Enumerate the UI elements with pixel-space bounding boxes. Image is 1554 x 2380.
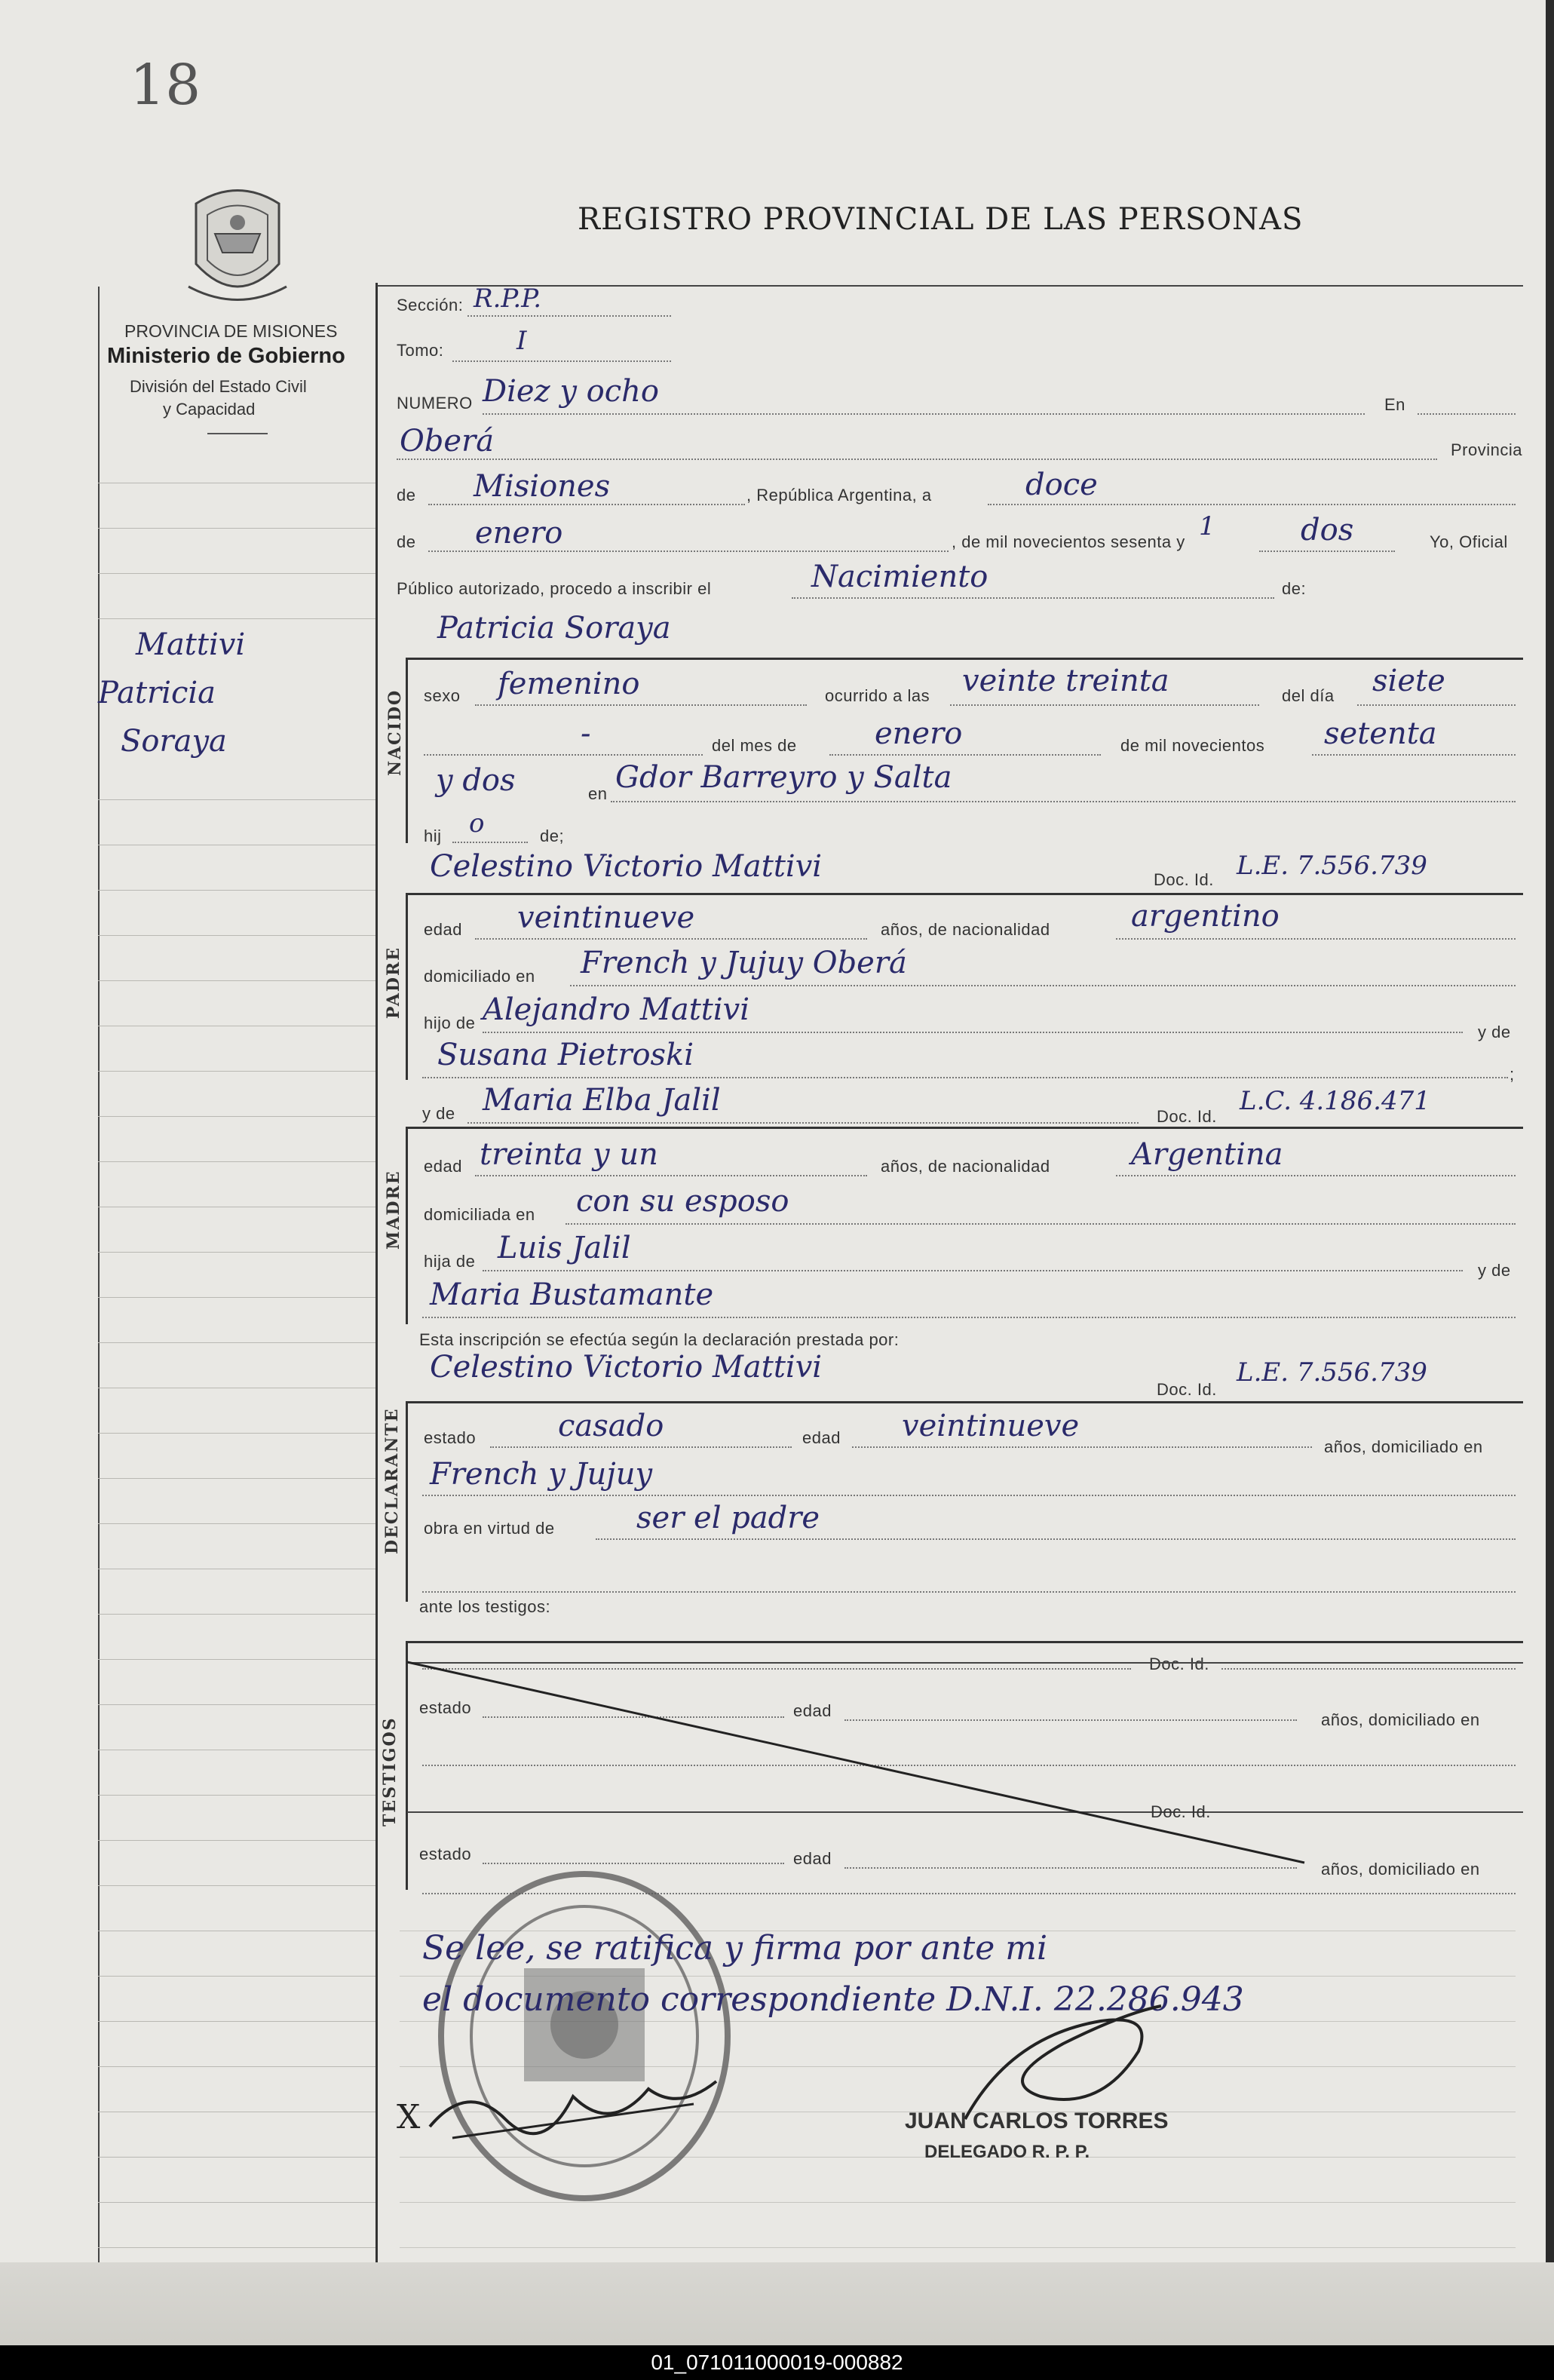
coat-of-arms-icon xyxy=(181,181,294,309)
padre-doc-value: L.E. 7.556.739 xyxy=(1237,851,1427,881)
madre-madre-value: Maria Bustamante xyxy=(430,1277,714,1312)
dia-value: siete xyxy=(1372,664,1445,698)
page-bottom-edge xyxy=(0,2262,1554,2345)
testigo2-dom-label: años, domiciliado en xyxy=(1321,1860,1480,1879)
margin-divider xyxy=(375,283,378,2277)
madre-y-de-label: y de xyxy=(422,1104,455,1123)
nacido-name: Patricia Soraya xyxy=(437,611,671,646)
page-number: 18 xyxy=(130,53,201,118)
testigo2-doc-label: Doc. Id. xyxy=(1151,1802,1211,1821)
madre-y-de-label-2: y de xyxy=(1478,1261,1511,1280)
page-title: REGISTRO PROVINCIAL DE LAS PERSONAS xyxy=(578,202,1304,237)
del-mes-label: del mes de xyxy=(712,736,797,755)
declarant-signature xyxy=(422,2066,724,2149)
tomo-label: Tomo: xyxy=(397,341,444,360)
declarante-name: Celestino Victorio Mattivi xyxy=(430,1350,823,1385)
hora-value: veinte treinta xyxy=(962,664,1169,698)
yo-oficial-label: Yo, Oficial xyxy=(1430,532,1508,551)
lugar-value: Gdor Barreyro y Salta xyxy=(615,760,952,795)
madre-padre-value: Luis Jalil xyxy=(498,1231,631,1265)
padre-doc-label: Doc. Id. xyxy=(1154,870,1214,889)
madre-bracket xyxy=(406,1127,408,1324)
ocurrido-label: ocurrido a las xyxy=(825,686,930,705)
publico-label: Público autorizado, procedo a inscribir el xyxy=(397,579,712,598)
testigos-strike-line xyxy=(407,1659,1312,1870)
nacido-side-label: NACIDO xyxy=(385,689,405,776)
padre-edad-label: edad xyxy=(424,920,462,939)
scan-filename: 01_071011000019-000882 xyxy=(0,2345,1554,2380)
nacido-top-rule xyxy=(407,658,1523,660)
header-underline xyxy=(207,433,268,434)
padre-padre-value: Alejandro Mattivi xyxy=(483,992,750,1027)
padre-y-de-label: y de xyxy=(1478,1023,1511,1041)
padre-bracket xyxy=(406,893,408,1080)
madre-doc-label: Doc. Id. xyxy=(1157,1107,1217,1126)
mil2-label: de mil novecientos xyxy=(1120,736,1265,755)
provincia-value: Misiones xyxy=(474,469,611,504)
inscripcion-label: Esta inscripción se efectúa según la declaración prestada por: xyxy=(419,1330,900,1349)
margin-surname: Mattivi xyxy=(136,627,246,662)
testigo2-edad-label: edad xyxy=(793,1849,832,1868)
declarante-side-label: DECLARANTE xyxy=(382,1407,402,1554)
closing-line-1: Se lee, se ratifica y firma por ante mi xyxy=(422,1929,1048,1967)
x-mark: X xyxy=(397,2098,421,2136)
margin-name-1: Patricia xyxy=(98,676,216,710)
madre-doc-value: L.C. 4.186.471 xyxy=(1240,1086,1430,1116)
testigo1-dom-label: años, domiciliado en xyxy=(1321,1710,1480,1729)
republica-label: , República Argentina, a xyxy=(746,486,932,505)
sesenta-digit: 1 xyxy=(1199,511,1215,541)
de-label-2: de xyxy=(397,532,416,551)
madre-nac-label: años, de nacionalidad xyxy=(881,1157,1050,1176)
sexo-label: sexo xyxy=(424,686,461,705)
closing-line-2: el documento correspondiente D.N.I. 22.286.943 xyxy=(422,1980,1244,2019)
left-margin-line xyxy=(98,287,100,2285)
mes-value: enero xyxy=(875,716,963,751)
hij-label: hij xyxy=(424,827,442,845)
nacido-bracket xyxy=(406,658,408,843)
declarante-dom-label: años, domiciliado en xyxy=(1324,1437,1483,1456)
padre-nac-value: argentino xyxy=(1131,899,1280,934)
padre-side-label: PADRE xyxy=(384,946,403,1020)
declarante-doc-value: L.E. 7.556.739 xyxy=(1237,1357,1427,1388)
testigo1-estado-label: estado xyxy=(419,1698,472,1717)
padre-madre-value: Susana Pietroski xyxy=(437,1038,694,1072)
sexo-value: femenino xyxy=(498,667,640,701)
en-label: En xyxy=(1384,395,1405,414)
year-value: dos xyxy=(1301,513,1354,547)
madre-dom-label: domiciliada en xyxy=(424,1205,535,1224)
month-value: enero xyxy=(475,516,563,551)
numero-value: Diez y ocho xyxy=(483,374,659,409)
declarante-edad-value: veintinueve xyxy=(902,1409,1080,1443)
testigo1-doc-label: Doc. Id. xyxy=(1149,1655,1209,1673)
madre-name: Maria Elba Jalil xyxy=(483,1083,721,1118)
madre-side-label: MADRE xyxy=(384,1170,403,1250)
obra-value: ser el padre xyxy=(636,1501,820,1535)
de-colon-label: de: xyxy=(1282,579,1307,598)
declarante-bracket xyxy=(406,1401,408,1602)
ministry-name: Ministerio de Gobierno xyxy=(107,344,345,368)
madre-hija-de-label: hija de xyxy=(424,1252,476,1271)
declarante-estado-label: estado xyxy=(424,1428,477,1447)
numero-label: NUMERO xyxy=(397,394,473,413)
padre-top-rule xyxy=(407,893,1523,895)
declarante-top-rule xyxy=(407,1401,1523,1403)
division-name-2: y Capacidad xyxy=(163,400,256,419)
testigos-top-rule xyxy=(407,1641,1523,1643)
declarante-dom-value: French y Jujuy xyxy=(430,1457,653,1492)
madre-nac-value: Argentina xyxy=(1131,1137,1283,1172)
provincia-label: Provincia xyxy=(1451,440,1522,459)
de-label-1: de xyxy=(397,486,416,505)
madre-dom-value: con su esposo xyxy=(576,1184,789,1219)
madre-edad-label: edad xyxy=(424,1157,462,1176)
de-semicolon-label: de; xyxy=(540,827,565,845)
anio-value: setenta xyxy=(1324,716,1437,751)
obra-label: obra en virtud de xyxy=(424,1519,555,1538)
padre-hijo-de-label: hijo de xyxy=(424,1014,476,1032)
seccion-label: Sección: xyxy=(397,296,464,314)
division-name: División del Estado Civil xyxy=(130,377,307,396)
testigo1-edad-label: edad xyxy=(793,1701,832,1720)
margin-name-2: Soraya xyxy=(121,724,227,759)
testigos-side-label: TESTIGOS xyxy=(380,1716,400,1826)
del-dia-label: del día xyxy=(1282,686,1335,705)
seccion-value: R.P.P. xyxy=(474,284,541,314)
day-value: doce xyxy=(1025,468,1098,502)
declarante-doc-label: Doc. Id. xyxy=(1157,1380,1217,1399)
padre-name: Celestino Victorio Mattivi xyxy=(430,849,823,884)
declarante-edad-label: edad xyxy=(802,1428,841,1447)
madre-top-rule xyxy=(407,1127,1523,1129)
anio-value-2: y dos xyxy=(436,763,516,798)
padre-nac-label: años, de nacionalidad xyxy=(881,920,1050,939)
testigo2-estado-label: estado xyxy=(419,1845,472,1863)
province-name: PROVINCIA DE MISIONES xyxy=(124,321,338,341)
ante-testigos-label: ante los testigos: xyxy=(419,1597,551,1616)
dash-mark: - xyxy=(581,716,591,751)
padre-edad-value: veintinueve xyxy=(517,900,695,935)
official-stamp-icon xyxy=(434,1863,735,2210)
margin-top-line xyxy=(377,285,1523,287)
en2-label: en xyxy=(588,784,608,803)
mil-label: , de mil novecientos sesenta y xyxy=(952,532,1185,551)
place-value: Oberá xyxy=(400,424,495,459)
officer-title: DELEGADO R. P. P. xyxy=(924,2142,1090,2162)
madre-edad-value: treinta y un xyxy=(480,1137,658,1172)
officer-name: JUAN CARLOS TORRES xyxy=(905,2109,1169,2133)
hij-suffix: o xyxy=(469,808,485,839)
padre-dom-label: domiciliado en xyxy=(424,967,535,986)
declarante-estado-value: casado xyxy=(558,1409,664,1443)
padre-dom-value: French y Jujuy Oberá xyxy=(581,946,907,980)
acto-value: Nacimiento xyxy=(811,560,988,594)
semicolon-mark: ; xyxy=(1510,1065,1515,1084)
tomo-value: I xyxy=(516,326,527,356)
